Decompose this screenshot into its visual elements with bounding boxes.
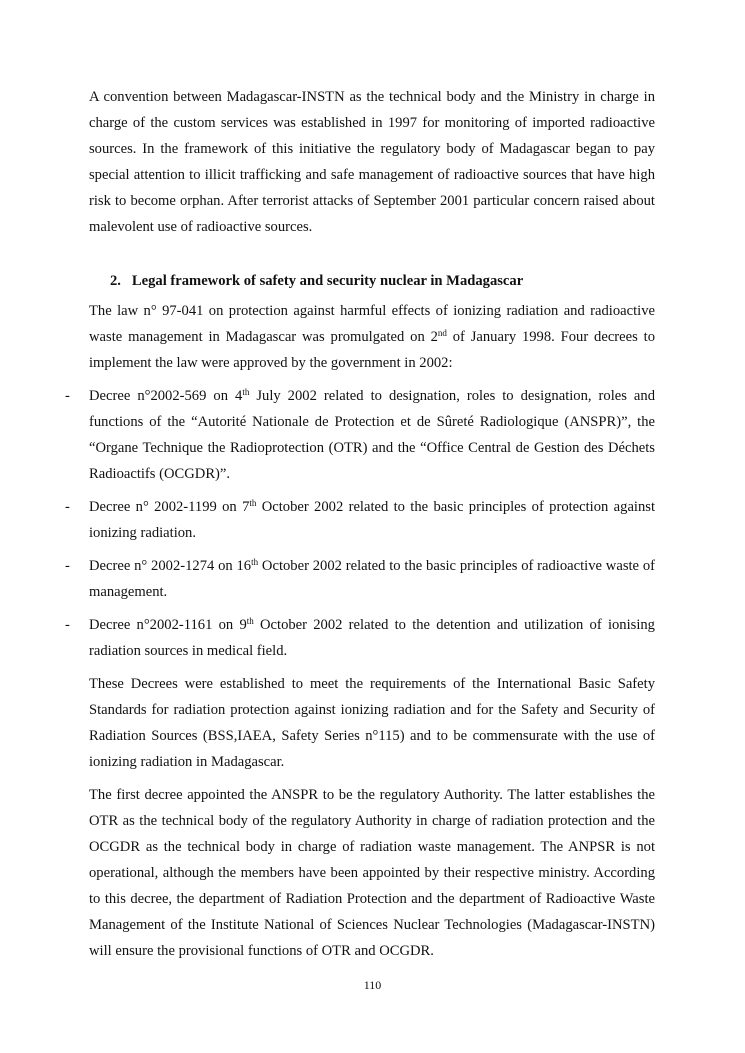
section-title: Legal framework of safety and security nuclear in Madagascar xyxy=(131,273,524,289)
intro-paragraph: A convention between Madagascar-INSTN as the technical body and the Ministry in charge in charge of the custom services was established in 1997 for monitoring of imported radioactive sources. In the framework of this initiative the regulatory body of Madagascar began to pay special attention to illicit trafficking and safe management of radioactive sources that have high risk to become orphan. After terrorist attacks of September 2001 particular concern raised about malevolent use of radioactive sources. xyxy=(89,89,655,235)
decree-text-start: Decree n° 2002-1199 on 7 xyxy=(89,499,250,515)
decree-item xyxy=(65,494,656,546)
decree-superscript: th xyxy=(251,557,259,567)
law-superscript: nd xyxy=(437,328,447,338)
page-number: 110 xyxy=(363,978,382,992)
decree-text-start: Decree n° 2002-1274 on 16 xyxy=(89,558,252,574)
bullet-dash: - xyxy=(65,617,70,633)
decree-text-end: July 2002 related to designation, roles to designation, roles and functions of the “Autorité Nationale de Protection et de Sûreté Radiologique (ANSPR)”, the “Organe Technique the Radioprotection (OTR) and the “Office Central de Gestion des Déchets Radioactifs (OCGDR)”. xyxy=(89,388,656,482)
decree-superscript: th xyxy=(246,616,254,626)
section-heading xyxy=(110,268,655,294)
decree-superscript: th xyxy=(242,387,250,397)
decree-text-end: October 2002 related to the basic principles of protection against ionizing radiation. xyxy=(89,499,656,541)
decree-text-end: October 2002 related to the basic principles of radioactive waste of management. xyxy=(89,558,655,600)
decree-item xyxy=(65,612,655,664)
bullet-dash: - xyxy=(65,499,70,515)
section-number: 2. xyxy=(110,273,121,289)
decree-item xyxy=(65,553,655,605)
anspr-paragraph: The first decree appointed the ANSPR to be the regulatory Authority. The latter establishes the OTR as the technical body of the regulatory Authority in charge of radiation protection and the OCGDR as the technical body in charge of radiation waste management. The ANPSR is not operational, although the members have been appointed by their respective ministry. According to this decree, the department of Radiation Protection and the department of Radioactive Waste Management of the Institute National of Sciences Nuclear Technologies (Madagascar-INSTN) will ensure the provisional functions of OTR and OCGDR. xyxy=(89,787,655,959)
decree-text-end: October 2002 related to the detention and utilization of ionising radiation sources in medical field. xyxy=(89,617,655,659)
decree-item xyxy=(65,383,656,487)
law-text-start: The law n° 97-041 on protection against harmful effects of ionizing radiation and radioactive waste management in Madagascar was promulgated on 2 xyxy=(89,303,655,345)
page-content xyxy=(65,84,656,964)
decree-text-start: Decree n°2002-569 on 4 xyxy=(89,388,243,404)
law-paragraph xyxy=(89,298,655,376)
law-text-end: of January 1998. Four decrees to implement the law were approved by the government in 2002: xyxy=(89,329,655,371)
decree-superscript: th xyxy=(249,498,257,508)
bullet-dash: - xyxy=(65,388,70,404)
bullet-dash: - xyxy=(65,558,70,574)
decree-text-start: Decree n°2002-1161 on 9 xyxy=(89,617,247,633)
standards-paragraph: These Decrees were established to meet the requirements of the International Basic Safety Standards for radiation protection against ionizing radiation and for the Safety and Security of Radiation Sources (BSS,IAEA, Safety Series n°115) and to be commensurate with the use of ionizing radiation in Madagascar. xyxy=(89,676,655,770)
